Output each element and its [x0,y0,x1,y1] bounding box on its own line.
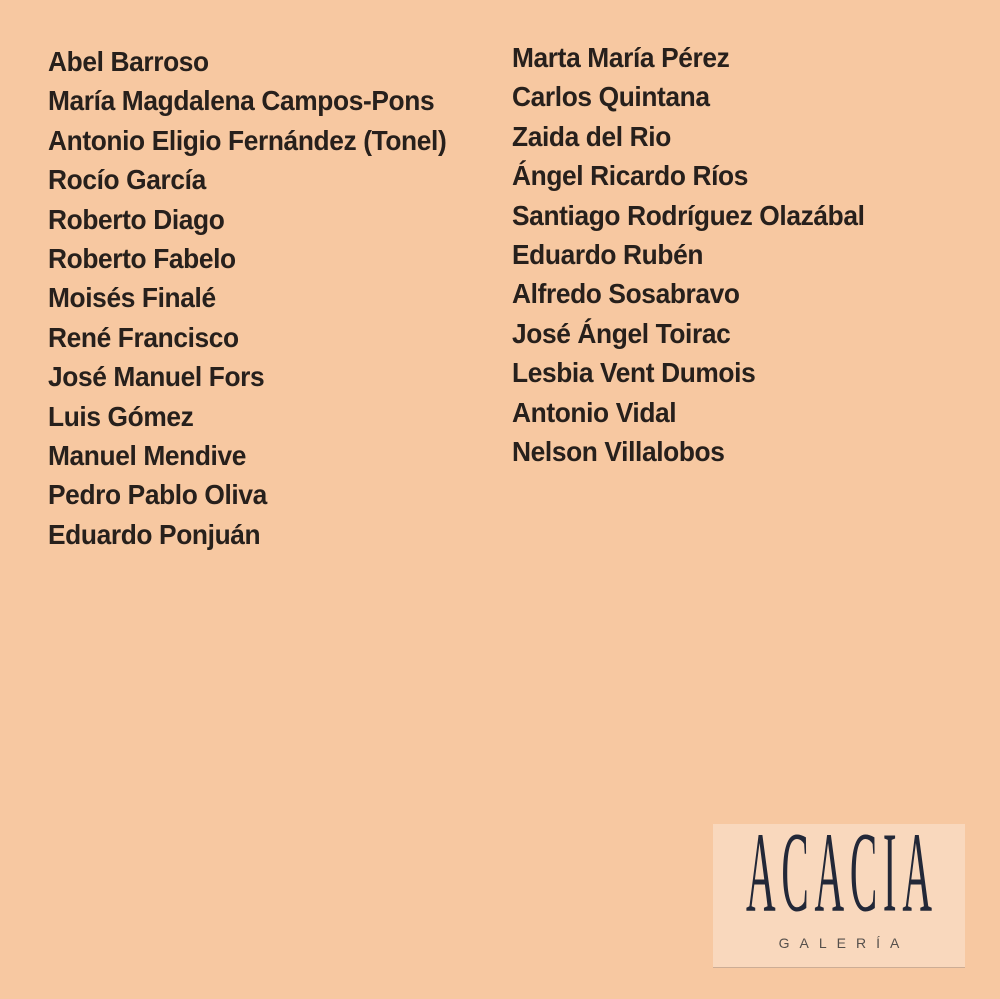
artist-name: Santiago Rodríguez Olazábal [512,199,865,231]
artist-name: María Magdalena Campos-Pons [48,85,435,117]
artist-name: Antonio Eligio Fernández (Tonel) [48,124,447,156]
artist-column-right [512,38,865,471]
artist-name: René Francisco [48,321,239,353]
artist-name: Pedro Pablo Oliva [48,479,267,511]
artist-name: Eduardo Ponjuán [48,518,261,550]
artist-column-left [48,42,446,554]
artist-name: José Manuel Fors [48,361,265,393]
artist-name: Rocío García [48,164,206,196]
artist-name: Roberto Diago [48,203,225,235]
artist-name: Antonio Vidal [512,396,677,428]
artist-name: Abel Barroso [48,46,209,77]
galeria-subtitle: GALERÍA [778,935,910,951]
artist-name: Luis Gómez [48,400,194,432]
artist-name: Eduardo Rubén [512,239,704,271]
artist-name: Ángel Ricardo Ríos [512,160,748,192]
acacia-wordmark: ACACIA [746,807,938,936]
artist-name: Manuel Mendive [48,440,247,472]
artist-name: Marta María Pérez [512,42,730,73]
artist-name: José Ángel Toirac [512,317,731,349]
gallery-logo [713,807,965,968]
artist-name: Roberto Fabelo [48,243,236,275]
artist-name: Alfredo Sosabravo [512,278,740,310]
artist-name: Lesbia Vent Dumois [512,357,756,389]
artist-name: Carlos Quintana [512,81,710,113]
artist-name: Zaida del Rio [512,120,671,152]
artist-name: Moisés Finalé [48,282,216,314]
artist-name: Nelson Villalobos [512,436,725,468]
